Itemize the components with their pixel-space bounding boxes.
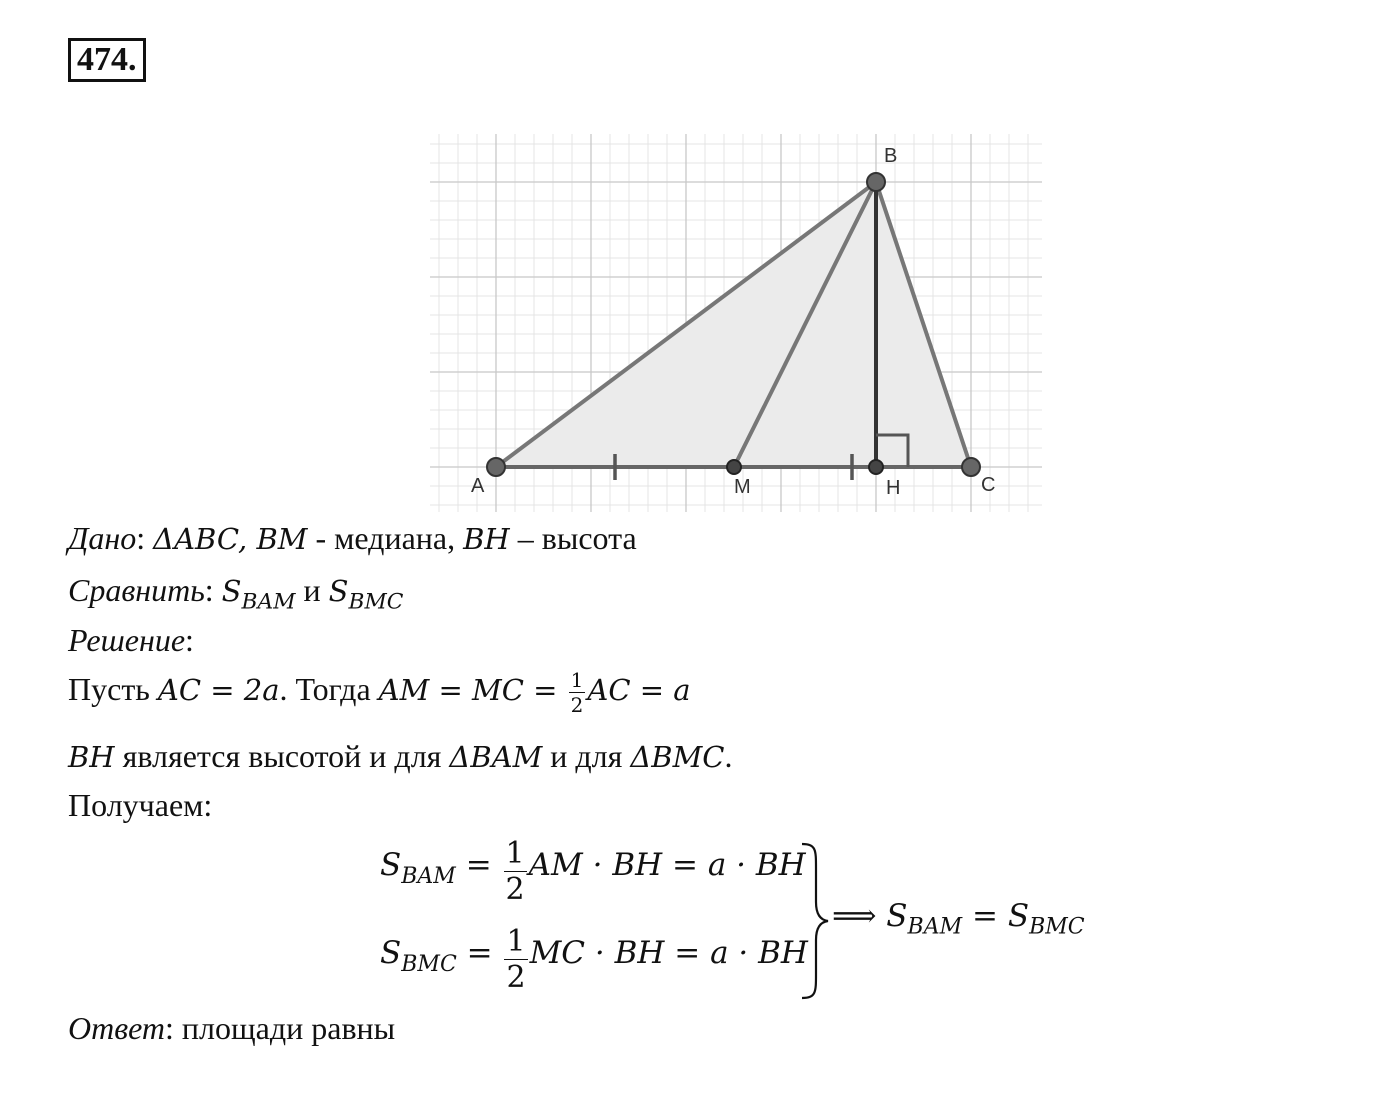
point-c — [962, 458, 980, 476]
label-m: M — [734, 476, 751, 498]
problem-number: 474. — [68, 38, 146, 82]
f1-num: 1 — [505, 836, 525, 871]
compare-s1: S — [221, 574, 242, 608]
triangle-figure — [430, 134, 1042, 512]
f1-s: S — [380, 847, 402, 884]
step2-t2: ΔBMC — [630, 740, 725, 774]
given-line — [68, 520, 637, 557]
result-eq: = — [962, 898, 1008, 934]
point-a — [487, 458, 505, 476]
given-colon: : — [136, 520, 146, 556]
compare-label: Сравнить — [68, 572, 205, 608]
given-label: Дано — [68, 520, 137, 556]
f2-s: S — [380, 935, 402, 972]
given-median-text: - медиана, — [307, 520, 464, 556]
step1-line — [68, 668, 691, 717]
f1-sub: BAM — [401, 863, 456, 889]
point-m — [727, 460, 741, 474]
step1-num: 1 — [570, 668, 584, 692]
result-sub2: BMC — [1029, 914, 1085, 940]
label-a: A — [471, 475, 485, 497]
step1-ac: AC = 2a — [157, 672, 280, 707]
answer-text: площади равны — [173, 1010, 396, 1046]
point-h — [869, 460, 883, 474]
f2-num: 1 — [506, 924, 526, 959]
step2-line — [68, 738, 733, 775]
result-s1: S — [886, 898, 908, 934]
given-altitude-text: – высота — [509, 520, 637, 556]
step2-text1: является высотой и для — [114, 738, 450, 774]
compare-line — [68, 572, 403, 615]
compare-s2: S — [328, 574, 349, 608]
step2-bh: BH — [68, 740, 115, 774]
step3-text: Получаем: — [68, 787, 213, 823]
step1-rest: AC = a — [587, 672, 691, 707]
compare-s1-sub: BAM — [241, 589, 296, 615]
formula-line-2 — [380, 924, 808, 995]
f1-eq: = — [455, 847, 502, 884]
given-bh: BH — [463, 522, 510, 556]
given-triangle: ΔABC, BM — [153, 522, 308, 556]
f1-fraction — [504, 836, 527, 907]
compare-and: и — [295, 572, 329, 608]
answer-colon: : — [165, 1010, 174, 1046]
f2-rest: MC · BH = a · BH — [529, 935, 808, 972]
step1-den: 2 — [570, 693, 584, 717]
step1-fraction — [569, 668, 586, 717]
step2-text2: и для — [542, 738, 631, 774]
label-c: C — [981, 474, 996, 496]
answer-line — [68, 1010, 395, 1047]
answer-label: Ответ — [68, 1010, 165, 1046]
f2-fraction — [504, 924, 527, 995]
f2-sub: BMC — [401, 951, 457, 977]
triangle-fill — [496, 182, 971, 467]
label-h: H — [886, 477, 901, 499]
step1-am: AM = MC = — [378, 672, 567, 707]
solution-line — [68, 622, 194, 659]
step3-line — [68, 787, 212, 824]
area-formula — [380, 836, 1100, 1006]
point-b — [867, 173, 885, 191]
result-s2: S — [1007, 898, 1030, 934]
triangle-diagram — [430, 134, 1042, 512]
f2-eq: = — [456, 935, 503, 972]
f1-den: 2 — [505, 872, 525, 907]
right-brace — [798, 840, 832, 1002]
label-b: B — [884, 145, 898, 167]
compare-s2-sub: BMC — [348, 589, 404, 615]
result-sub1: BAM — [907, 914, 963, 940]
result-arrow: ⟹ — [832, 898, 887, 934]
solution-colon: : — [185, 622, 194, 658]
solution-label: Решение — [68, 622, 186, 658]
step1-let: Пусть — [68, 670, 158, 707]
step2-end: . — [724, 738, 733, 774]
compare-colon: : — [204, 572, 214, 608]
f1-rest: AM · BH = a · BH — [528, 847, 806, 884]
step1-then: . Тогда — [279, 670, 379, 707]
f2-den: 2 — [506, 960, 526, 995]
step2-t1: ΔBAM — [449, 740, 543, 774]
formula-result — [832, 898, 1085, 940]
formula-line-1 — [380, 836, 806, 907]
